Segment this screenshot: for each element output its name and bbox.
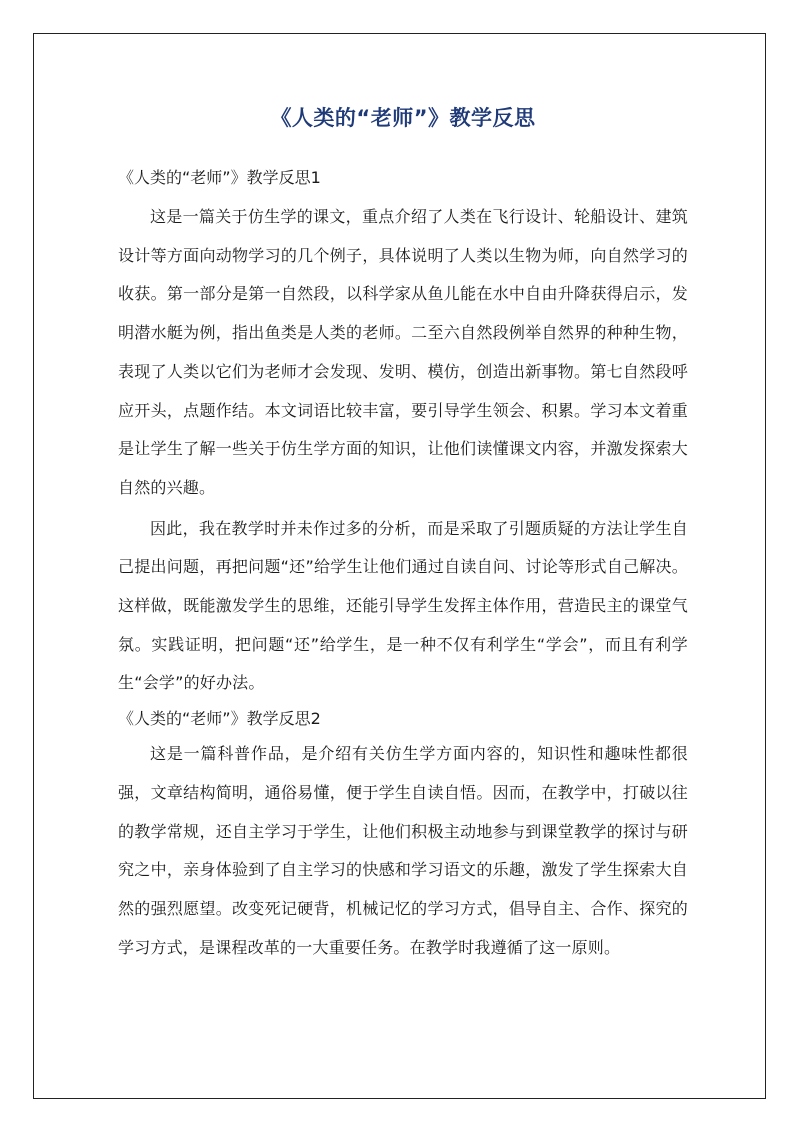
paragraph: 因此，我在教学时并未作过多的分析，而是采取了引题质疑的方法让学生自己提出问题，再把问题“还”给学生让他们通过自读自问、讨论等形式自己解决。这样做，既能激发学生的思维，还能引导学生发挥主体作用，营造民主的课堂气氛。实践证明，把问题“还”给学生，是一种不仅有利学生“学会”，而且有利学生“会学”的好办法。 (118, 518, 688, 693)
paragraph: 这是一篇科普作品，是介绍有关仿生学方面内容的，知识性和趣味性都很强，文章结构简明，通俗易懂，便于学生自读自悟。因而，在教学中，打破以往的教学常规，还自主学习于学生，让他们积极主动地参与到课堂教学的探讨与研究之中，亲身体验到了自主学习的快感和学习语文的乐趣，激发了学生探索大自然的强烈愿望。改变死记硬背，机械记忆的学习方式，倡导自主、合作、探究的学习方式，是课程改革的一大重要任务。在教学时我遵循了这一原则。 (118, 744, 688, 957)
paragraph: 这是一篇关于仿生学的课文，重点介绍了人类在飞行设计、轮船设计、建筑设计等方面向动物学习的几个例子，具体说明了人类以生物为师，向自然学习的收获。第一部分是第一自然段，以科学家从鱼儿能在水中自由升降获得启示，发明潜水艇为例，指出鱼类是人类的老师。二至六自然段例举自然界的种种生物，表现了人类以它们为老师才会发现、发明、模仿，创造出新事物。第七自然段呼应开头，点题作结。本文词语比较丰富，要引导学生领会、积累。学习本文着重是让学生了解一些关于仿生学方面的知识，让他们读懂课文内容，并激发探索大自然的兴趣。 (118, 207, 688, 497)
section-1 (118, 162, 688, 703)
section-heading-1: 《人类的“老师”》教学反思1 (118, 168, 321, 187)
document-body (118, 96, 688, 967)
document-title: 《人类的“老师”》教学反思 (270, 106, 536, 130)
section-heading-2: 《人类的“老师”》教学反思2 (118, 709, 321, 729)
section-2 (118, 703, 688, 967)
